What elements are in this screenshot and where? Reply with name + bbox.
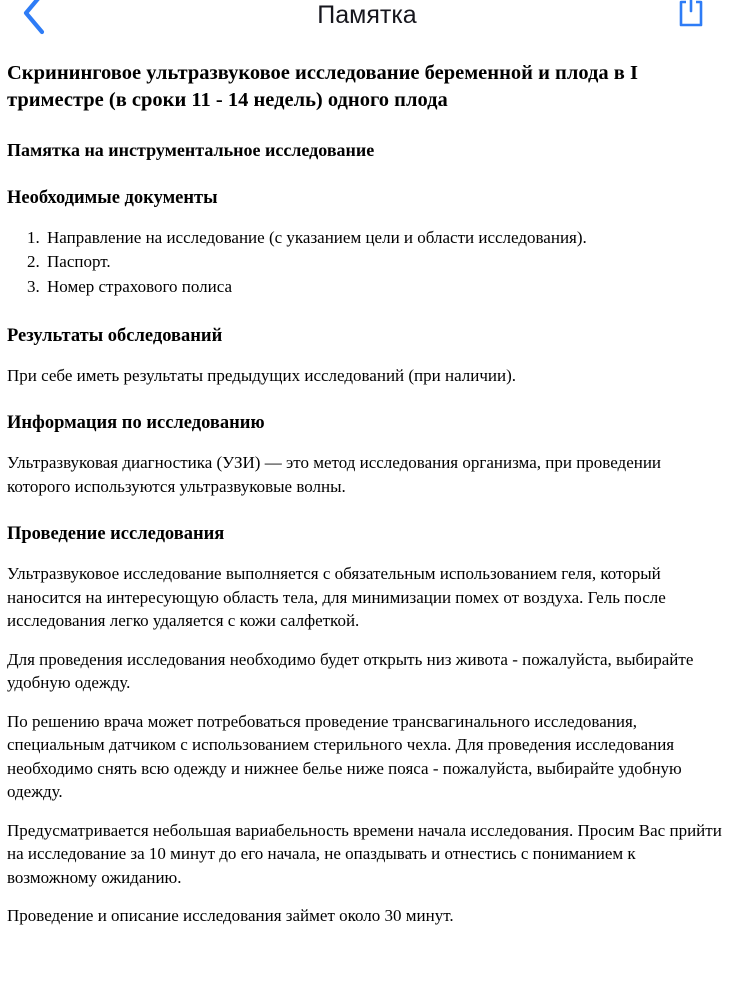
share-icon [676, 0, 706, 29]
paragraph: По решению врача может потребоваться проведение трансвагинального исследования, специальным датчиком с использованием стерильного чехла. Для проведения исследования необходимо снять всю одежду и нижнее белье ниже пояса - пожалуйста, выбирайте удобную одежду. [7, 711, 682, 802]
paragraph: Для проведения исследования необходимо будет открыть низ живота - пожалуйста, выбирайте удобную одежду. [7, 649, 694, 693]
page-title: Памятка [317, 1, 417, 29]
document-main-title: Скрининговое ультразвуковое исследование беременной и плода в I триместре (в сроки 11 - 14 недель) одного плода [7, 62, 638, 112]
document-list-item: 2. Паспорт. [44, 250, 727, 275]
section-exam-results [7, 325, 727, 388]
section-procedure [7, 523, 727, 928]
paragraph: При себе иметь результаты предыдущих исследований (при наличии). [7, 365, 517, 385]
navigation-bar [0, 0, 734, 42]
paragraph: Проведение и описание исследования займет около 30 минут. [7, 906, 454, 926]
section-heading: Проведение исследования [7, 524, 225, 545]
section-heading: Необходимые документы [7, 187, 218, 208]
share-button[interactable] [676, 0, 706, 29]
section-required-documents [7, 187, 727, 300]
document-subtitle: Памятка на инструментальное исследование [7, 140, 375, 161]
paragraph: Предусматривается небольшая вариабельность времени начала исследования. Просим Вас прийти на исследование за 10 минут до его начала, не опаздывать и отнестись с пониманием к возможному ожиданию. [7, 820, 722, 887]
document-list-item: 3. Номер страхового полиса [44, 275, 727, 300]
section-heading: Результаты обследований [7, 325, 223, 346]
section-study-info [7, 412, 727, 498]
paragraph: Ультразвуковое исследование выполняется с обязательным использованием геля, который наносится на интересующую область тела, для минимизации помех от воздуха. Гель после исследования легко удаляется с кожи салфеткой. [7, 564, 666, 631]
memo-document [0, 60, 734, 928]
document-list-item: 1. Направление на исследование (с указанием цели и области исследования). [44, 226, 727, 251]
required-documents-list [7, 226, 727, 300]
paragraph: Ультразвуковая диагностика (УЗИ) — это метод исследования организма, при проведении которого используются ультразвуковые волны. [7, 453, 662, 496]
section-heading: Информация по исследованию [7, 413, 265, 434]
